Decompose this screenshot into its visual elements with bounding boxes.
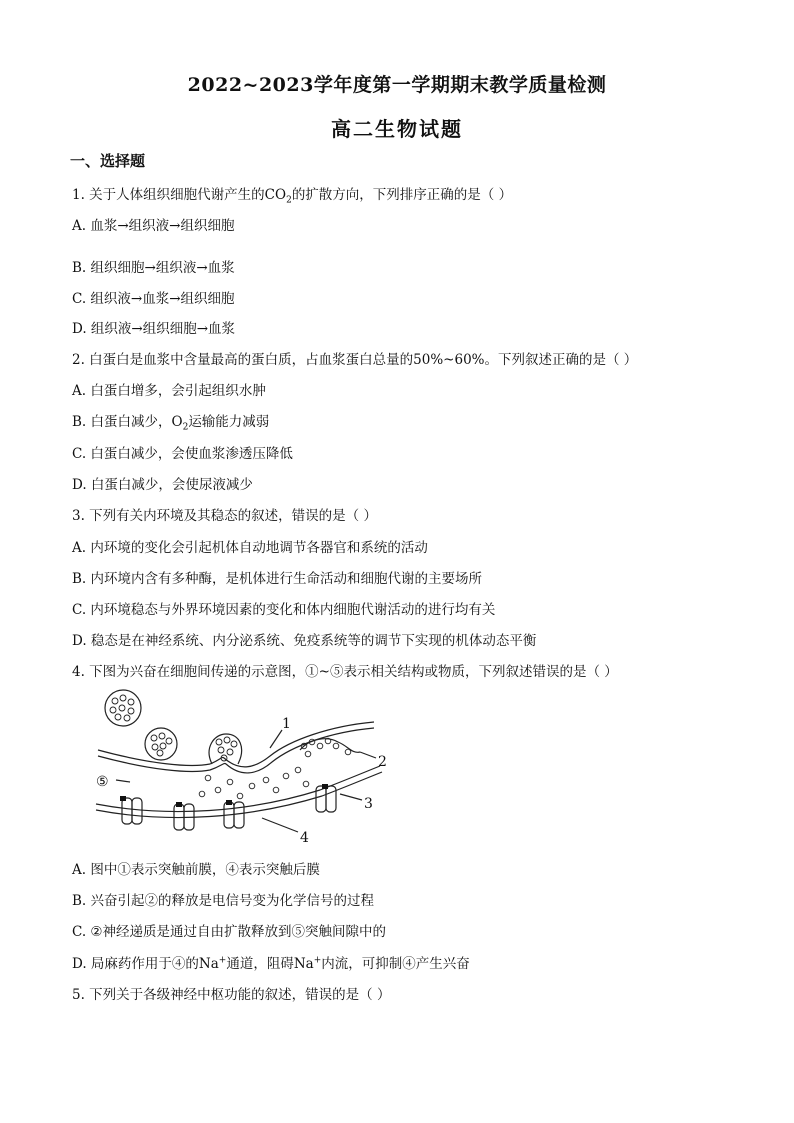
- receptor-1: [122, 798, 132, 824]
- q1-option-a: A. 血浆→组织液→组织细胞: [72, 218, 235, 234]
- q4-stem: 4. 下图为兴奋在细胞间传递的示意图，①~⑤表示相关结构或物质，下列叙述错误的是（ ）: [72, 664, 618, 680]
- q2-option-c: C. 白蛋白减少，会使血浆渗透压降低: [72, 446, 293, 462]
- label-4: 4: [300, 830, 309, 846]
- q1-option-b: B. 组织细胞→组织液→血浆: [72, 260, 235, 276]
- label-1: 1: [282, 716, 291, 732]
- q4-option-d: D. 局麻药作用于④的Na+通道，阻碍Na+内流，可抑制④产生兴奋: [72, 955, 470, 972]
- q2-option-a: A. 白蛋白增多，会引起组织水肿: [72, 383, 266, 399]
- section-heading: 一、选择题: [70, 152, 146, 170]
- q3-stem: 3. 下列有关内环境及其稳态的叙述，错误的是（ ）: [72, 508, 377, 524]
- exam-subtitle: 高二生物试题: [331, 117, 463, 141]
- q2-option-b: B. 白蛋白减少，$O_2$运输能力减弱: [72, 414, 270, 433]
- q3-option-c: C. 内环境稳态与外界环境因素的变化和体内细胞代谢活动的进行均有关: [72, 602, 496, 618]
- postsynaptic-membrane: [96, 766, 380, 812]
- exam-title: 2022~2023学年度第一学期期末教学质量检测: [187, 74, 607, 96]
- q3-option-a: A. 内环境的变化会引起机体自动地调节各器官和系统的活动: [72, 540, 428, 556]
- presynaptic-membrane: [98, 722, 374, 767]
- q1-option-d: D. 组织液→组织细胞→血浆: [72, 321, 236, 337]
- q5-stem: 5. 下列关于各级神经中枢功能的叙述，错误的是（ ）: [72, 987, 391, 1003]
- q2-option-d: D. 白蛋白减少，会使尿液减少: [72, 477, 253, 493]
- q3-option-b: B. 内环境内含有多种酶，是机体进行生命活动和细胞代谢的主要场所: [72, 571, 483, 587]
- synapse-diagram: [90, 686, 400, 846]
- label-5: ⑤: [96, 774, 109, 790]
- q1-option-c: C. 组织液→血浆→组织细胞: [72, 291, 235, 307]
- q3-option-d: D. 稳态是在神经系统、内分泌系统、免疫系统等的调节下实现的机体动态平衡: [72, 633, 537, 649]
- q1-stem: 1. 关于人体组织细胞代谢产生的$CO_2$的扩散方向，下列排序正确的是（ ）: [72, 187, 513, 206]
- label-3: 3: [364, 796, 373, 812]
- label-2: 2: [378, 754, 387, 770]
- q4-option-b: B. 兴奋引起②的释放是电信号变为化学信号的过程: [72, 893, 375, 909]
- q2-stem: 2. 白蛋白是血浆中含量最高的蛋白质，占血浆蛋白总量的50%~60%。下列叙述正确的是（ ）: [72, 352, 638, 368]
- q4-option-c: C. ②神经递质是通过自由扩散释放到⑤突触间隙中的: [72, 924, 387, 940]
- q4-option-a: A. 图中①表示突触前膜，④表示突触后膜: [72, 862, 320, 878]
